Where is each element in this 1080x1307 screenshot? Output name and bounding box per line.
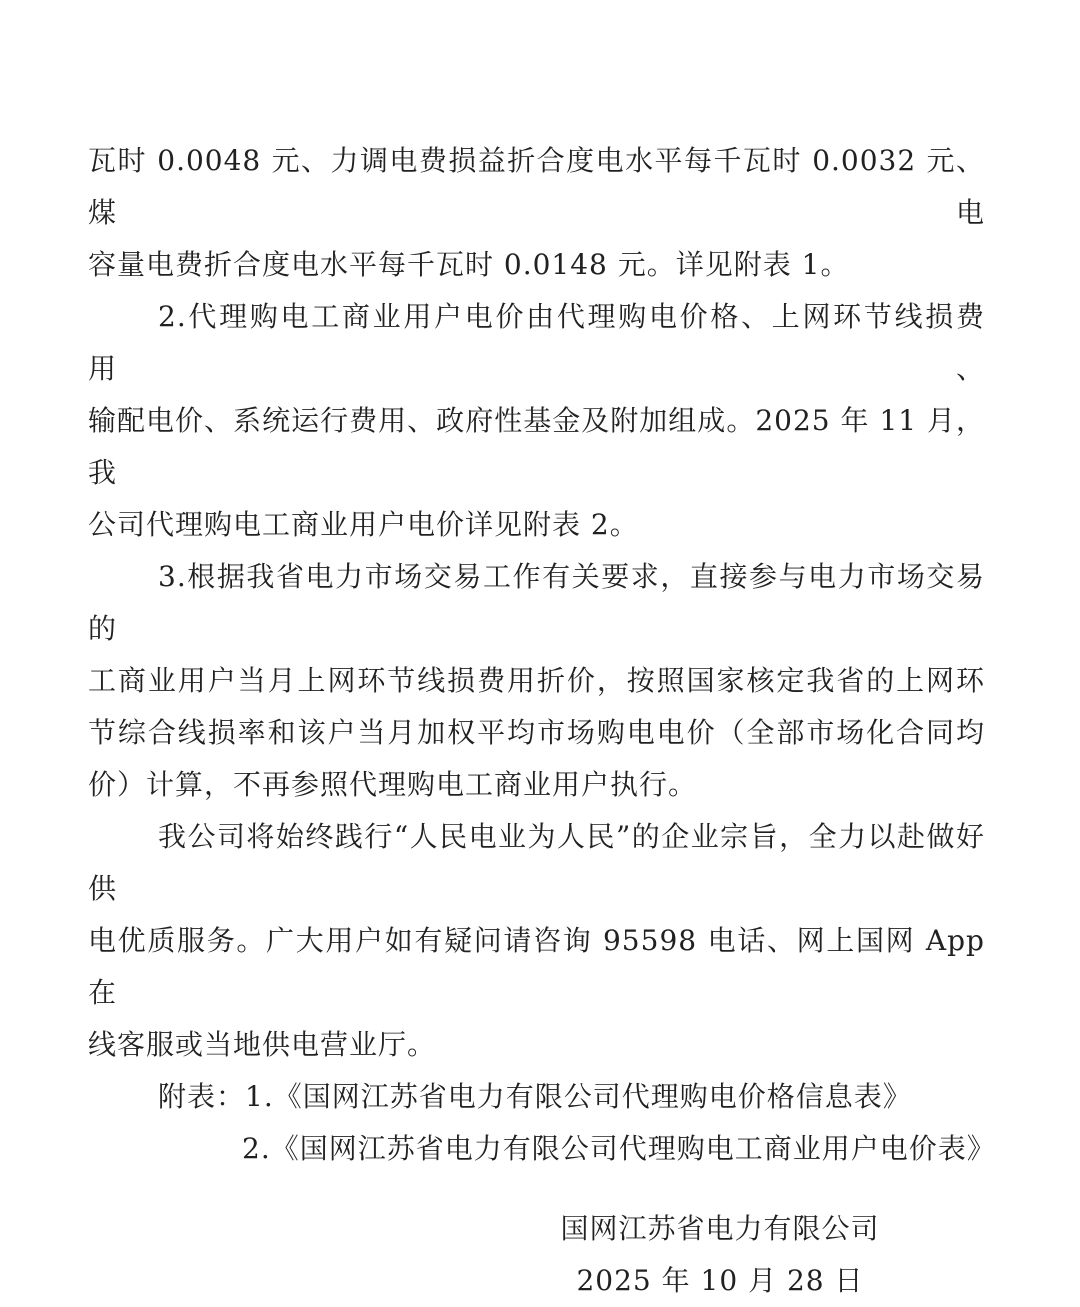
text-line: 工商业用户当月上网环节线损费用折价，按照国家核定我省的上网环 [88,664,985,697]
text-line: 节综合线损率和该户当月加权平均市场购电电价（全部市场化合同均 [88,716,985,749]
attachment-line-2: 2.《国网江苏省电力有限公司代理购电工商业用户电价表》 [242,1132,996,1165]
signature-date: 2025 年 10 月 28 日 [576,1264,864,1297]
text-line: 容量电费折合度电水平每千瓦时 0.0148 元。详见附表 1。 [88,248,850,281]
text-line: 2.代理购电工商业用户电价由代理购电价格、上网环节线损费用、 [88,300,985,385]
text-line: 公司代理购电工商业用户电价详见附表 2。 [88,508,639,541]
text-line: 3.根据我省电力市场交易工作有关要求，直接参与电力市场交易的 [88,560,985,645]
text-line: 电优质服务。广大用户如有疑问请咨询 95598 电话、网上国网 App 在 [88,924,985,1009]
text-line: 我公司将始终践行“人民电业为人民”的企业宗旨，全力以赴做好供 [88,820,985,905]
signature-block [520,1203,920,1307]
text-line: 价）计算，不再参照代理购电工商业用户执行。 [88,768,698,801]
text-line: 输配电价、系统运行费用、政府性基金及附加组成。2025 年 11 月，我 [88,404,985,489]
text-line: 瓦时 0.0048 元、力调电费损益折合度电水平每千瓦时 0.0032 元、煤电 [88,144,985,229]
signature-company: 国网江苏省电力有限公司 [560,1212,880,1245]
text-line: 线客服或当地供电营业厅。 [88,1028,437,1061]
attachment-line-1: 附表：1.《国网江苏省电力有限公司代理购电价格信息表》 [158,1080,912,1113]
